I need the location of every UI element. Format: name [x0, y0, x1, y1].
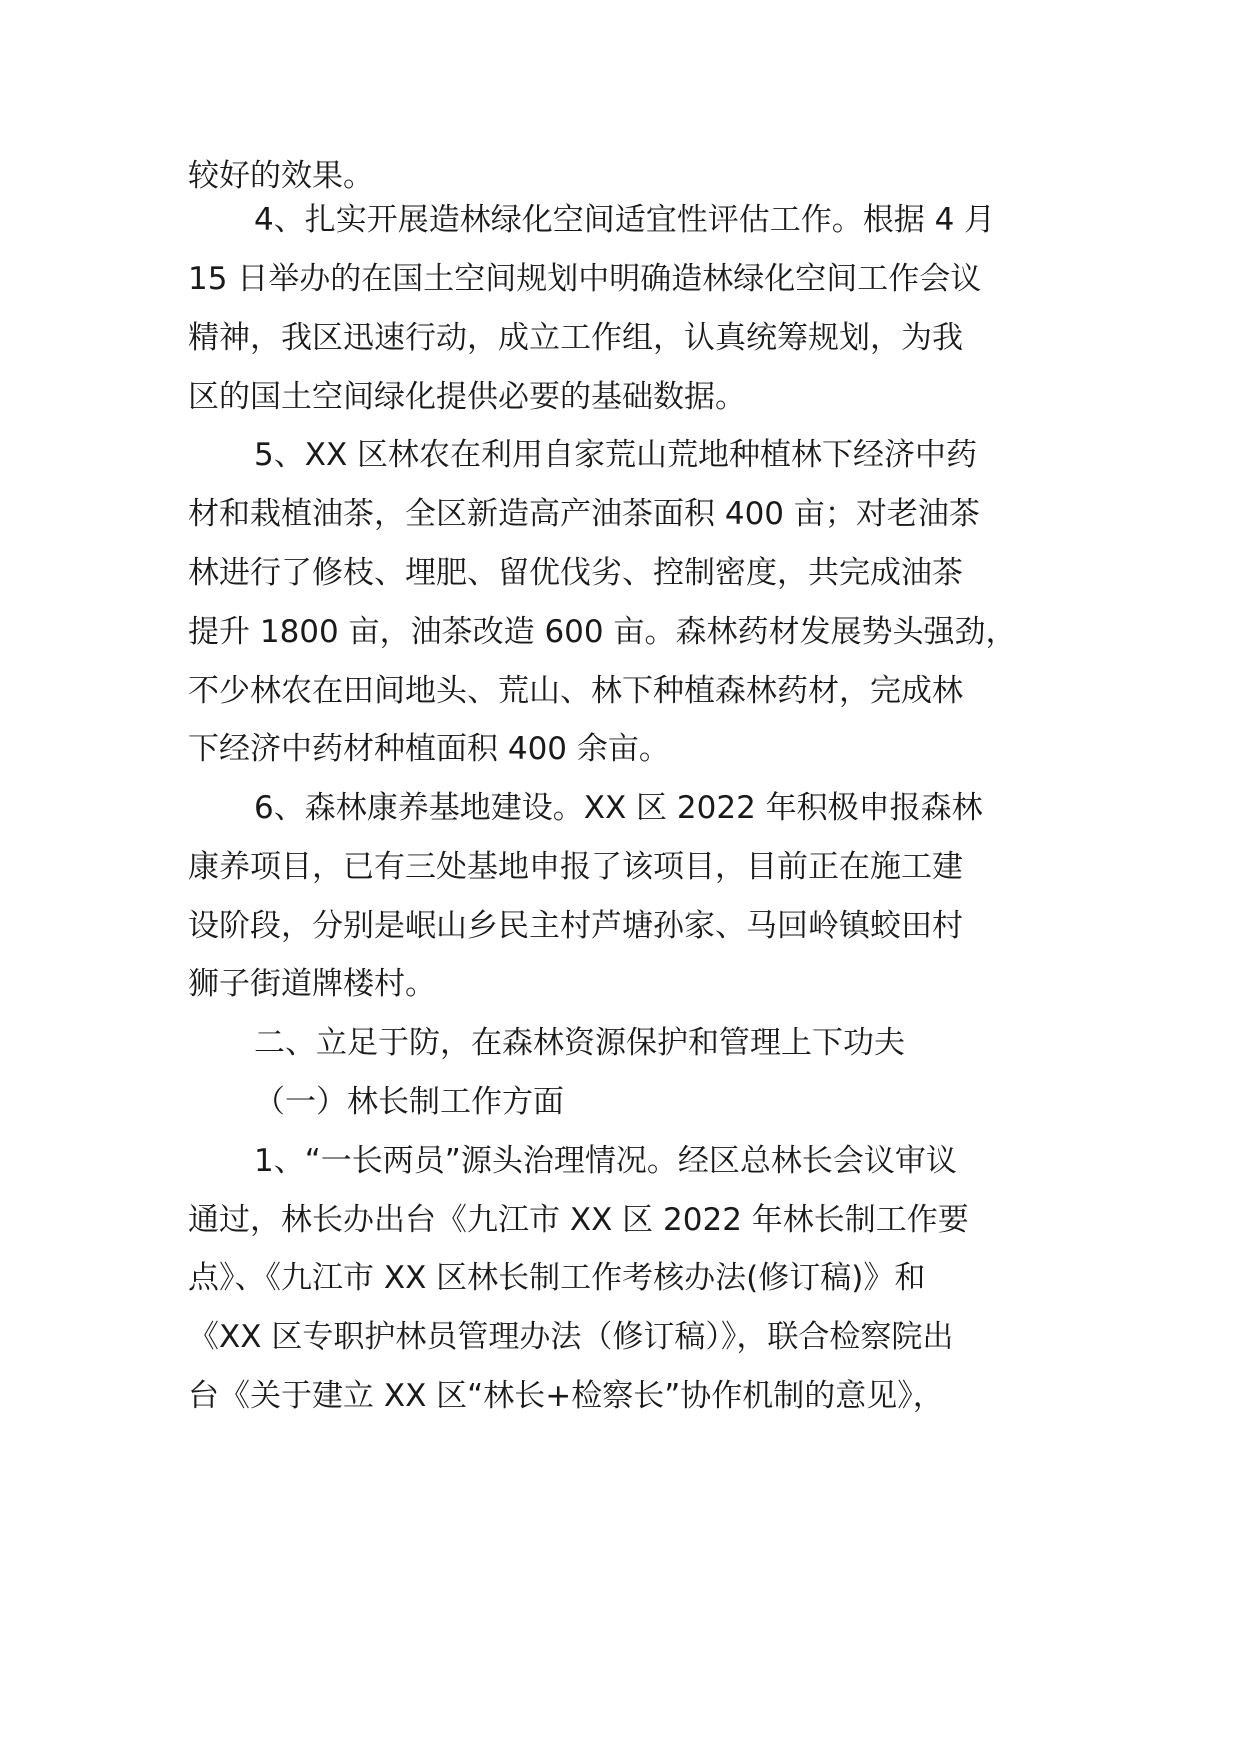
text-line: 《XX 区专职护林员管理办法（修订稿）》，联合检察院出: [188, 1319, 954, 1355]
text-line: 15 日举办的在国土空间规划中明确造林绿化空间工作会议: [188, 261, 982, 297]
paragraph-start-line: 6、森林康养基地建设。XX 区 2022 年积极申报森林: [254, 790, 983, 826]
text-line: 通过，林长办出台《九江市 XX 区 2022 年林长制工作要: [188, 1202, 969, 1238]
paragraph-start-line: 4、扎实开展造林绿化空间适宜性评估工作。根据 4 月: [254, 202, 996, 238]
text-line: 康养项目，已有三处基地申报了该项目，目前正在施工建: [188, 849, 963, 885]
text-line: 提升 1800 亩，油茶改造 600 亩。森林药材发展势头强劲，: [188, 614, 1017, 650]
text-line: 设阶段，分别是岷山乡民主村芦塘孙家、马回岭镇蛟田村: [188, 908, 963, 944]
text-line: 点》、《九江市 XX 区林长制工作考核办法(修订稿)》和: [188, 1260, 926, 1296]
section-heading: 二、立足于防，在森林资源保护和管理上下功夫: [254, 1025, 905, 1061]
subsection-heading: （一）林长制工作方面: [254, 1084, 564, 1120]
text-line: 较好的效果。: [188, 158, 374, 194]
text-line: 狮子街道牌楼村。: [188, 966, 436, 1002]
paragraph-start-line: 1、“一长两员”源头治理情况。经区总林长会议审议: [254, 1143, 957, 1179]
text-line: 区的国土空间绿化提供必要的基础数据。: [188, 379, 746, 415]
text-line: 精神，我区迅速行动，成立工作组，认真统筹规划，为我: [188, 320, 963, 356]
text-line: 不少林农在田间地头、荒山、林下种植森林药材，完成林: [188, 673, 963, 709]
text-line: 台《关于建立 XX 区“林长+检察长”协作机制的意见》，: [188, 1378, 944, 1414]
paragraph-start-line: 5、XX 区林农在利用自家荒山荒地种植林下经济中药: [254, 437, 978, 473]
text-line: 下经济中药材种植面积 400 余亩。: [188, 731, 670, 767]
text-line: 材和栽植油茶，全区新造高产油茶面积 400 亩；对老油茶: [188, 496, 980, 532]
text-line: 林进行了修枝、埋肥、留优伐劣、控制密度，共完成油茶: [188, 555, 963, 591]
